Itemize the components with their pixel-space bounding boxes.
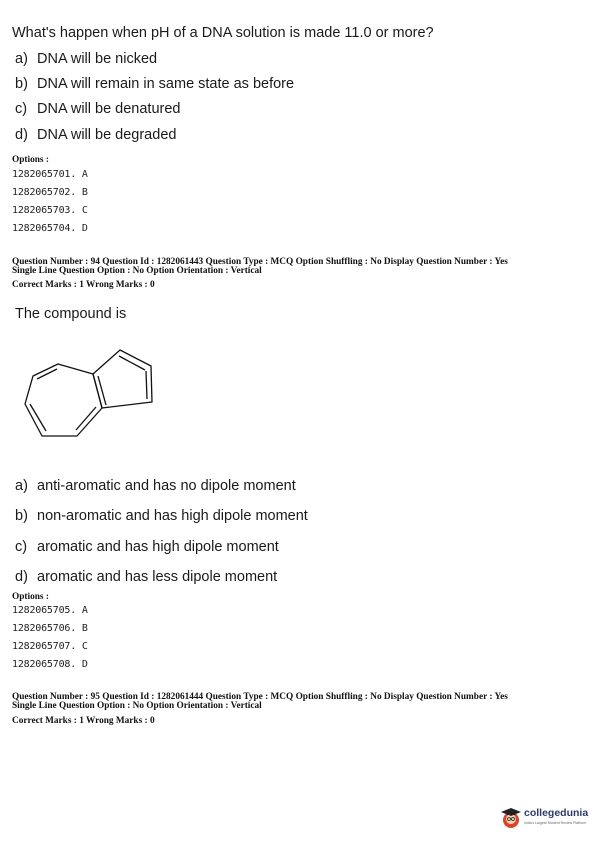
graduate-mascot-icon bbox=[500, 806, 522, 830]
choice-text: aromatic and has high dipole moment bbox=[37, 539, 279, 555]
q93-options-label: Options : bbox=[12, 155, 49, 165]
choice-text: DNA will be nicked bbox=[37, 51, 158, 67]
q93-choice-d bbox=[15, 127, 176, 143]
q95-marks: Correct Marks : 1 Wrong Marks : 0 bbox=[12, 716, 155, 726]
q94-marks: Correct Marks : 1 Wrong Marks : 0 bbox=[12, 280, 155, 290]
q93-option-id-b: 1282065702. B bbox=[12, 187, 88, 198]
q94-meta-line1: Question Number : 94 Question Id : 1282061443 Question Type : MCQ Option Shuffling : No Display Question Number : Yes bbox=[12, 257, 508, 267]
choice-letter: a) bbox=[15, 51, 28, 67]
logo-wordmark: collegedunia bbox=[524, 807, 589, 819]
q94-option-id-d: 1282065708. D bbox=[12, 659, 88, 670]
choice-text: DNA will remain in same state as before bbox=[37, 76, 295, 92]
choice-letter: c) bbox=[15, 539, 28, 555]
q93-choice-a bbox=[15, 51, 157, 67]
choice-text: aromatic and has less dipole moment bbox=[37, 569, 278, 585]
choice-letter: d) bbox=[15, 569, 28, 585]
question-94-text: The compound is bbox=[15, 306, 127, 322]
choice-letter: a) bbox=[15, 478, 28, 494]
q94-choice-d bbox=[15, 569, 277, 585]
q95-meta-line2: Single Line Question Option : No Option Orientation : Vertical bbox=[12, 701, 262, 711]
logo-tagline: India's Largest Student Review Platform bbox=[524, 821, 587, 825]
choice-letter: b) bbox=[15, 508, 28, 524]
q93-option-id-d: 1282065704. D bbox=[12, 223, 88, 234]
five-membered-ring bbox=[93, 350, 152, 408]
q94-choice-b bbox=[15, 508, 308, 524]
choice-text: anti-aromatic and has no dipole moment bbox=[37, 478, 296, 494]
choice-letter: b) bbox=[15, 76, 28, 92]
collegedunia-logo bbox=[500, 806, 592, 832]
q93-option-id-a: 1282065701. A bbox=[12, 169, 88, 180]
azulene-structure-image bbox=[20, 342, 160, 458]
q93-choice-c bbox=[15, 101, 180, 117]
q94-options-label: Options : bbox=[12, 592, 49, 602]
seven-membered-ring bbox=[25, 364, 102, 436]
choice-text: DNA will be degraded bbox=[37, 127, 177, 143]
q94-option-id-a: 1282065705. A bbox=[12, 605, 88, 616]
q94-option-id-c: 1282065707. C bbox=[12, 641, 88, 652]
choice-letter: c) bbox=[15, 101, 28, 117]
choice-text: DNA will be denatured bbox=[37, 101, 181, 117]
choice-text: non-aromatic and has high dipole moment bbox=[37, 508, 308, 524]
q94-choice-c bbox=[15, 539, 279, 555]
q93-option-id-c: 1282065703. C bbox=[12, 205, 88, 216]
choice-letter: d) bbox=[15, 127, 28, 143]
q94-option-id-b: 1282065706. B bbox=[12, 623, 88, 634]
q95-meta-line1: Question Number : 95 Question Id : 1282061444 Question Type : MCQ Option Shuffling : No Display Question Number : Yes bbox=[12, 692, 508, 702]
q94-choice-a bbox=[15, 478, 296, 494]
q94-meta-line2: Single Line Question Option : No Option Orientation : Vertical bbox=[12, 266, 262, 276]
question-93-text: What's happen when pH of a DNA solution is made 11.0 or more? bbox=[12, 25, 434, 41]
q93-choice-b bbox=[15, 76, 294, 92]
